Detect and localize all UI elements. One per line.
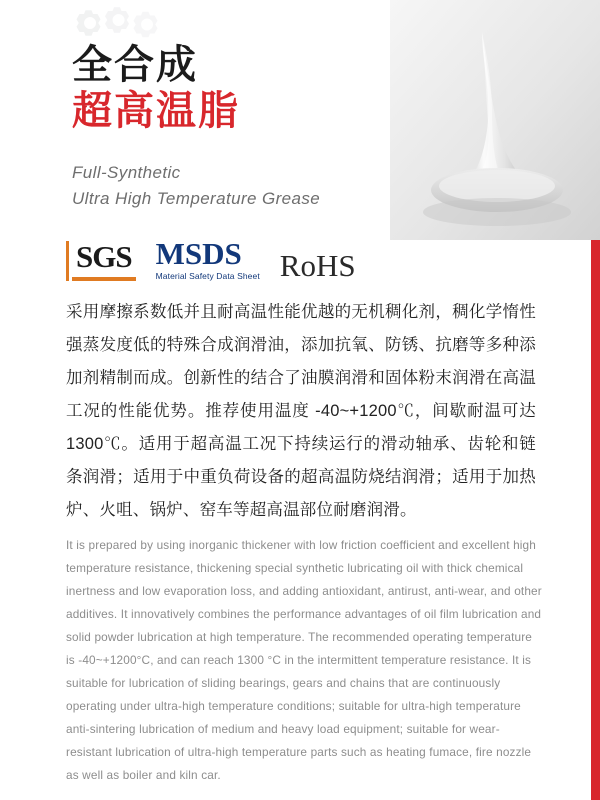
rohs-logo-label: RoHS (279, 247, 356, 283)
page-title-cn-line1: 全合成 (72, 43, 198, 87)
sgs-logo-label: SGS (76, 238, 132, 274)
page-title-cn-line2: 超高温脂 (72, 89, 240, 133)
msds-logo-label: MSDS (155, 236, 242, 271)
description-chinese: 采用摩擦系数低并且耐高温性能优越的无机稠化剂，稠化学惰性强蒸发度低的特殊合成润滑油，添加抗氧、防锈、抗磨等多种添加剂精制而成。创新性的结合了油膜润滑和固体粉末润滑在高温工况的性能优势。推荐使用温度 -40~+1200℃，间歇耐温可达 1300℃。适用于超高温工况下持续运行的滑动轴承、齿轮和链条润滑；适用于中重负荷设备的超高温防烧结润滑；适用于加热炉、火咀、锅炉、窑车等超高温部位耐磨润滑。 (66, 303, 536, 519)
msds-logo (156, 238, 260, 281)
page-title-en (72, 160, 402, 211)
certification-logos (66, 238, 356, 281)
sgs-logo (66, 238, 136, 281)
gear-watermark-icon (72, 6, 162, 40)
page-title-en-line1: Full-Synthetic (72, 163, 181, 182)
accent-edge-bar (591, 240, 600, 800)
product-photo (390, 0, 600, 240)
description-english: It is prepared by using inorganic thickener with low friction coefficient and excellent high temperature resistance, thickening special synthetic lubricating oil with thick chemical inertness and low evaporation loss, and adding antioxidant, antirust, anti-wear, and other additives. It innovatively combines the performance advantages of oil film lubrication and solid powder lubrication at high temperature. The recommended operating temperature is -40~+1200°C, and can reach 1300 °C in the intermittent temperature resistance. It is suitable for lubrication of sliding bearings, gears and chains that are continuously operating under ultra-high temperature conditions; suitable for ultra-high temperature anti-sintering lubrication of medium and heavy load equipment; suitable for wear-resistant lubrication of ultra-high temperature parts such as heating fumace, fire nozzle as well as boiler and kiln car. (66, 538, 542, 782)
msds-logo-sublabel: Material Safety Data Sheet (155, 271, 260, 281)
grease-cone-image (390, 0, 600, 240)
sgs-logo-box (72, 238, 136, 281)
title-block (72, 42, 402, 211)
page-title-en-line2: Ultra High Temperature Grease (72, 188, 321, 208)
